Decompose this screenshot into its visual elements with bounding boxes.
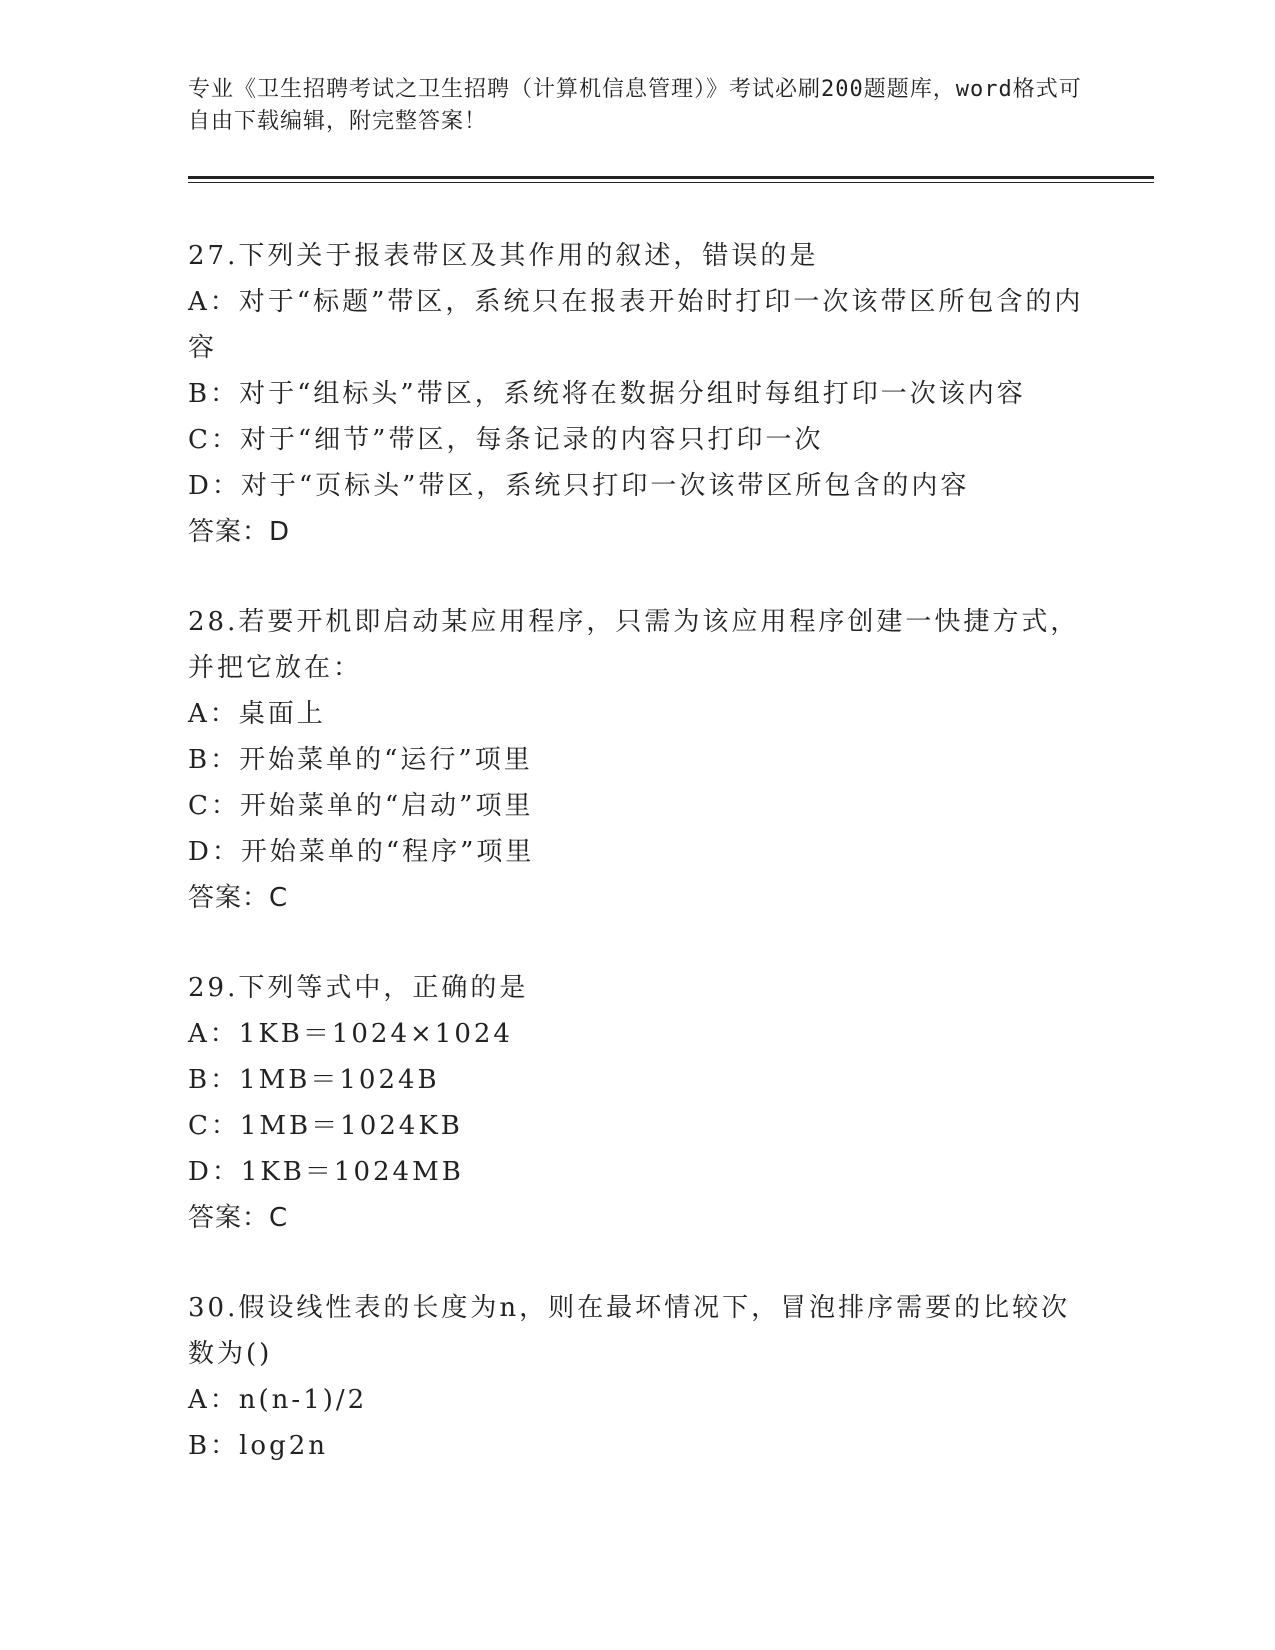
question-28 — [188, 599, 1088, 921]
option-a: A：1KB＝1024×1024 — [188, 1019, 513, 1049]
question-30 — [188, 1285, 1088, 1469]
question-title: 30.假设线性表的长度为n，则在最坏情况下，冒泡排序需要的比较次数为() — [188, 1293, 1071, 1369]
question-title: 28.若要开机即启动某应用程序，只需为该应用程序创建一快捷方式，并把它放在： — [188, 607, 1080, 683]
option-b: B：1MB＝1024B — [188, 1065, 440, 1095]
option-c: C：对于“细节”带区，每条记录的内容只打印一次 — [188, 425, 824, 455]
question-list — [188, 233, 1088, 1513]
option-b: B：log2n — [188, 1431, 329, 1461]
option-a: A：对于“标题”带区，系统只在报表开始时打印一次该带区所包含的内容 — [188, 287, 1084, 363]
header-divider-thin — [188, 182, 1154, 183]
question-title: 29.下列等式中，正确的是 — [188, 973, 529, 1003]
document-header: 专业《卫生招聘考试之卫生招聘（计算机信息管理）》考试必刷200题题库，word格式可自由下载编辑，附完整答案！ — [188, 77, 1082, 134]
answer: 答案：C — [188, 883, 289, 913]
option-a: A：n(n-1)/2 — [188, 1385, 368, 1415]
question-title: 27.下列关于报表带区及其作用的叙述，错误的是 — [188, 241, 819, 271]
question-29 — [188, 965, 1088, 1241]
header-divider-thick — [188, 176, 1154, 179]
answer: 答案：C — [188, 1203, 289, 1233]
option-b: B：开始菜单的“运行”项里 — [188, 745, 533, 775]
option-b: B：对于“组标头”带区，系统将在数据分组时每组打印一次该内容 — [188, 379, 1026, 409]
option-d: D：1KB＝1024MB — [188, 1157, 464, 1187]
option-a: A：桌面上 — [188, 699, 326, 729]
option-d: D：对于“页标头”带区，系统只打印一次该带区所包含的内容 — [188, 471, 970, 501]
option-d: D：开始菜单的“程序”项里 — [188, 837, 535, 867]
option-c: C：1MB＝1024KB — [188, 1111, 463, 1141]
answer: 答案：D — [188, 517, 291, 547]
question-27 — [188, 233, 1088, 555]
option-c: C：开始菜单的“启动”项里 — [188, 791, 534, 821]
